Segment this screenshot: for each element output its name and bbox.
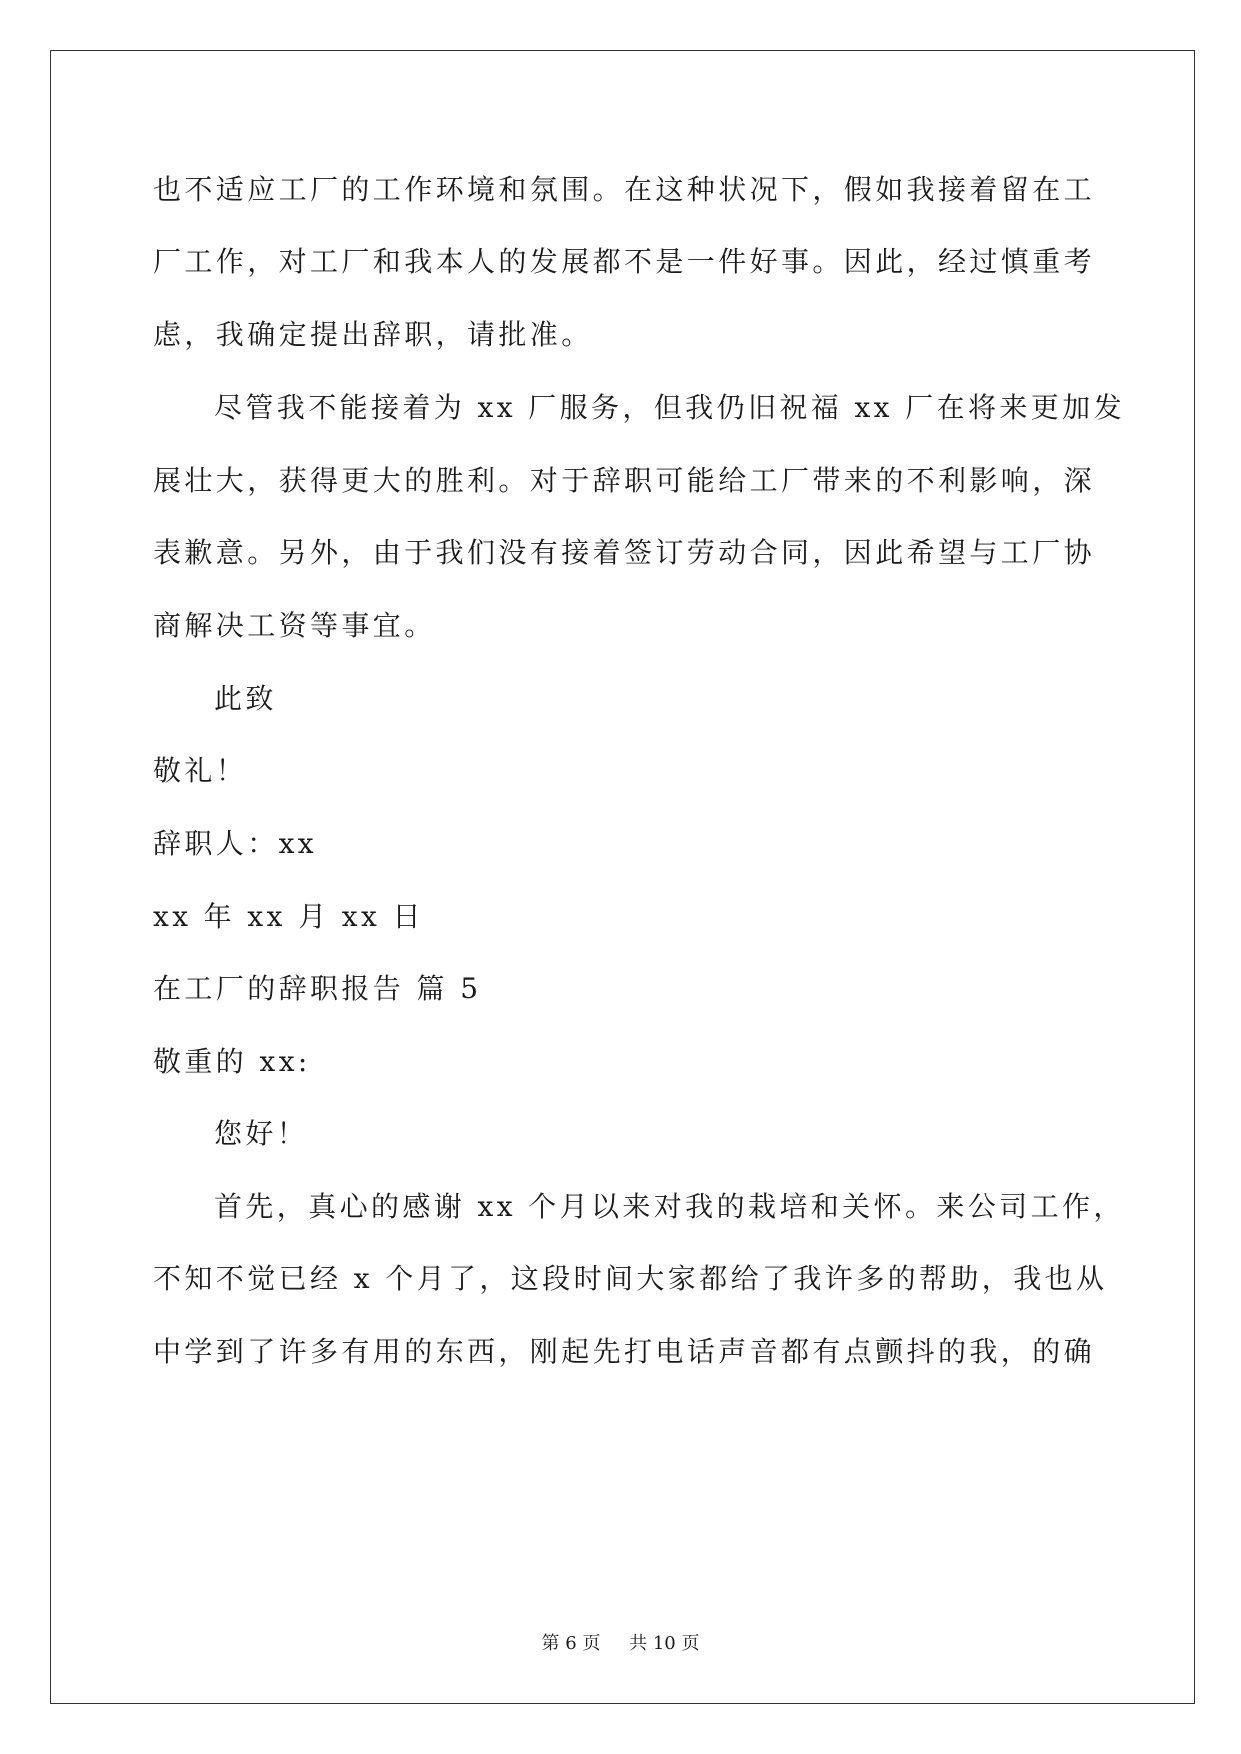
section-title: 在工厂的辞职报告 篇 5 xyxy=(153,972,482,1005)
addressee-line: 敬重的 xx: xyxy=(153,1045,311,1078)
date-line: xx 年 xx 月 xx 日 xyxy=(153,900,424,933)
signature-line: 辞职人：xx xyxy=(153,827,317,860)
page-total: 共 10 页 xyxy=(629,1633,700,1654)
body-line-4: 尽管我不能接着为 xx 厂服务，但我仍旧祝福 xx 厂在将来更加发 xyxy=(214,391,1125,424)
body-line-3: 虑，我确定提出辞职，请批准。 xyxy=(153,318,593,351)
body-line-5: 展壮大，获得更大的胜利。对于辞职可能给工厂带来的不利影响，深 xyxy=(153,464,1096,497)
body-line-6: 表歉意。另外，由于我们没有接着签订劳动合同，因此希望与工厂协 xyxy=(153,536,1096,569)
page-footer xyxy=(0,1632,1241,1656)
page-number: 第 6 页 xyxy=(541,1633,601,1654)
body-line-8: 首先，真心的感谢 xx 个月以来对我的栽培和关怀。来公司工作， xyxy=(214,1190,1125,1223)
body-line-2: 厂工作，对工厂和我本人的发展都不是一件好事。因此，经过慎重考 xyxy=(153,245,1096,278)
closing-salutation: 此致 xyxy=(214,682,277,715)
body-line-10: 中学到了许多有用的东西，刚起先打电话声音都有点颤抖的我，的确 xyxy=(153,1335,1096,1368)
page-border xyxy=(50,50,1195,1704)
body-line-9: 不知不觉已经 x 个月了，这段时间大家都给了我许多的帮助，我也从 xyxy=(153,1262,1108,1295)
greeting-line: 您好！ xyxy=(214,1117,309,1150)
closing-regards: 敬礼！ xyxy=(153,754,248,787)
body-line-7: 商解决工资等事宜。 xyxy=(153,609,436,642)
body-line-1: 也不适应工厂的工作环境和氛围。在这种状况下，假如我接着留在工 xyxy=(153,173,1096,206)
